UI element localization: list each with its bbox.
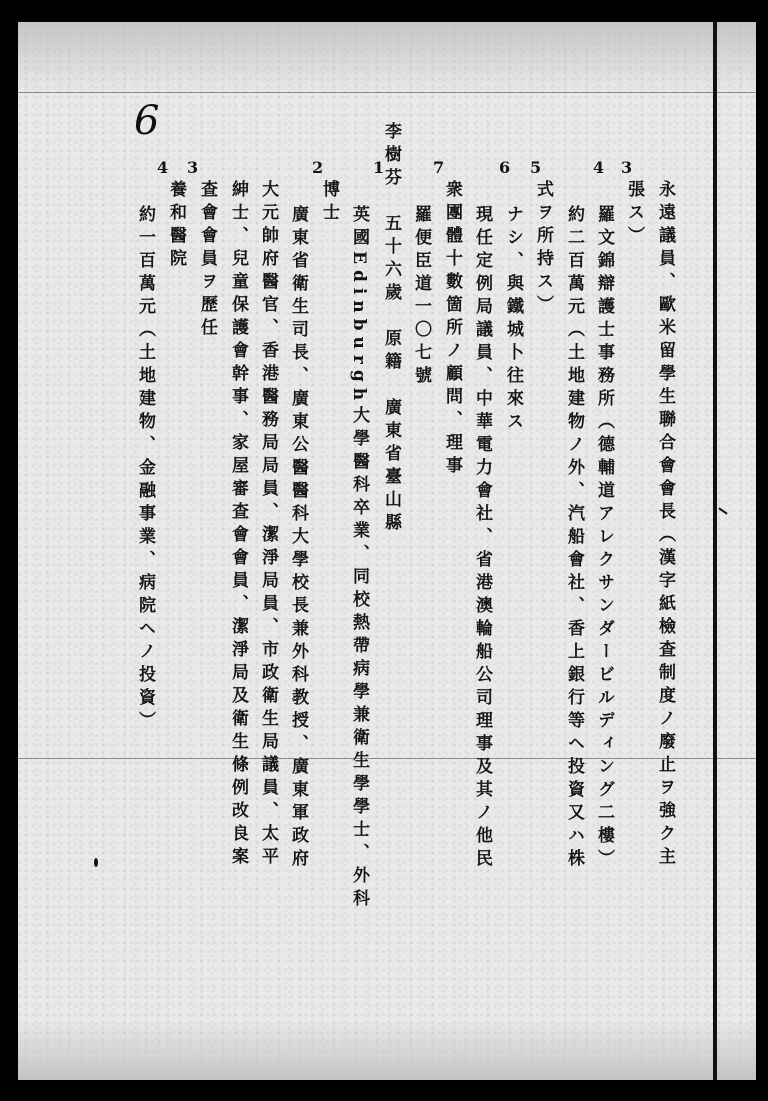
fold-line-top — [18, 92, 756, 93]
text-column: 約二百萬元（土地建物ノ外、汽船會社、香上銀行等ヘ投資又ハ株 — [564, 205, 584, 872]
item-number: 3 — [187, 158, 199, 177]
text-column: 大元帥府醫官、香港醫務局局員、潔淨局員、市政衛生局議員、太平 — [258, 180, 278, 870]
item-number: 4 — [157, 158, 169, 177]
item-number: 1 — [373, 158, 385, 177]
scan-noise-bottom — [18, 1020, 756, 1080]
text-column: 博士 — [319, 180, 339, 226]
item-number: 4 — [593, 158, 605, 177]
text-column: ナシ、與鐵城卜往來ス — [503, 205, 523, 435]
text-column: 現任定例局議員、中華電力會社、省港澳輪船公司理事及其ノ他民 — [472, 205, 492, 872]
text-column: 李樹芬 五十六歲 原籍 廣東省臺山縣 — [381, 122, 401, 536]
text-column: 英國Edinburgh大學醫科卒業、同校熱帶病學兼衛生學學士、外科 — [349, 205, 369, 913]
margin-rule — [713, 22, 717, 1080]
item-number: 2 — [312, 158, 324, 177]
text-column: 衆團體十數箇所ノ顧問、理事 — [442, 180, 462, 479]
text-column: 紳士、兒童保護會幹事、家屋審查會會員、潔淨局及衛生條例改良案 — [228, 180, 248, 870]
text-column: 永遠議員、歐米留學生聯合會會長（漢字紙檢查制度ノ廢止ヲ強ク主 — [655, 180, 675, 870]
fold-line-middle — [18, 758, 756, 759]
item-number: 7 — [433, 158, 445, 177]
text-column: 約一百萬元（土地建物、金融事業、病院ヘノ投資） — [135, 205, 155, 734]
item-number: 3 — [621, 158, 633, 177]
item-number: 5 — [530, 158, 542, 177]
text-column: 廣東省衛生司長、廣東公醫醫科大學校長兼外科教授、廣東軍政府 — [288, 205, 308, 872]
text-column: 張ス） — [624, 180, 644, 249]
text-column: 式ヲ所持ス） — [533, 180, 553, 318]
page-number: 6 — [134, 98, 160, 144]
text-column: 羅便臣道一〇七號 — [411, 205, 431, 389]
text-column: 羅文錦辯護士事務所（德輔道アレクサンダービルディング二樓） — [594, 205, 614, 872]
scan-noise-top — [18, 22, 756, 92]
scan-speck — [94, 858, 98, 867]
text-column: 查會會員ヲ歷任 — [197, 180, 217, 341]
item-number: 6 — [499, 158, 511, 177]
text-column: 養和醫院 — [166, 180, 186, 272]
